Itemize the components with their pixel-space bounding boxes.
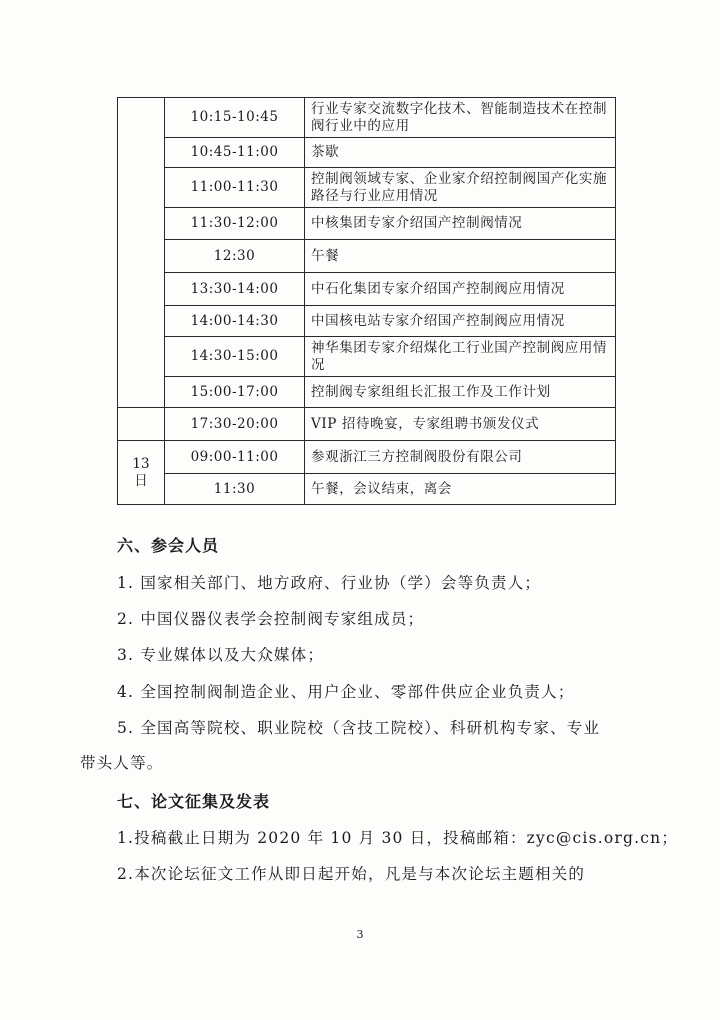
day-cell-13: 13 日 — [118, 441, 165, 505]
time-cell: 17:30-20:00 — [165, 408, 305, 441]
time-cell: 14:00-14:30 — [165, 306, 305, 337]
section-6-item-1: 1. 国家相关部门、地方政府、行业协（学）会等负责人； — [117, 574, 542, 592]
desc-cell: 午餐，会议结束，离会 — [305, 474, 616, 505]
desc-cell: 茶歇 — [305, 138, 616, 168]
table-row — [118, 408, 616, 441]
table-row — [118, 273, 616, 306]
section-6-item-5-continued: 带头人等。 — [80, 754, 164, 772]
day-cell-12 — [118, 98, 165, 408]
table-row — [118, 474, 616, 505]
table-row — [118, 98, 616, 138]
section-6-item-4: 4. 全国控制阀制造企业、用户企业、零部件供应企业负责人； — [117, 683, 575, 701]
table-row — [118, 337, 616, 377]
table-row — [118, 377, 616, 408]
time-cell: 09:00-11:00 — [165, 441, 305, 474]
desc-cell: 午餐 — [305, 240, 616, 273]
day-cell-blank — [118, 408, 165, 441]
desc-cell: 参观浙江三方控制阀股份有限公司 — [305, 441, 616, 474]
section-7-heading: 七、论文征集及发表 — [117, 792, 271, 811]
desc-cell: 中核集团专家介绍国产控制阀情况 — [305, 208, 616, 240]
desc-cell: 行业专家交流数字化技术、智能制造技术在控制阀行业中的应用 — [305, 98, 616, 138]
section-7-item-1: 1.投稿截止日期为 2020 年 10 月 30 日，投稿邮箱：zyc@cis.org.cn； — [117, 829, 679, 847]
time-cell: 13:30-14:00 — [165, 273, 305, 306]
time-cell: 10:45-11:00 — [165, 138, 305, 168]
table-row — [118, 208, 616, 240]
schedule-table — [117, 97, 616, 505]
desc-cell: 中国核电站专家介绍国产控制阀应用情况 — [305, 306, 616, 337]
time-cell: 14:30-15:00 — [165, 337, 305, 377]
section-6-item-3: 3. 专业媒体以及大众媒体； — [117, 646, 325, 664]
desc-cell: 中石化集团专家介绍国产控制阀应用情况 — [305, 273, 616, 306]
time-cell: 11:30 — [165, 474, 305, 505]
time-cell: 15:00-17:00 — [165, 377, 305, 408]
table-row — [118, 240, 616, 273]
page-number: 3 — [356, 928, 364, 941]
time-cell: 10:15-10:45 — [165, 98, 305, 138]
time-cell: 11:30-12:00 — [165, 208, 305, 240]
table-row — [118, 306, 616, 337]
time-cell: 12:30 — [165, 240, 305, 273]
table-row — [118, 138, 616, 168]
desc-cell: VIP 招待晚宴，专家组聘书颁发仪式 — [305, 408, 616, 441]
desc-cell: 控制阀专家组组长汇报工作及工作计划 — [305, 377, 616, 408]
section-6-item-2: 2. 中国仪器仪表学会控制阀专家组成员； — [117, 610, 425, 628]
desc-cell: 神华集团专家介绍煤化工行业国产控制阀应用情况 — [305, 337, 616, 377]
section-6-item-5: 5. 全国高等院校、职业院校（含技工院校）、科研机构专家、专业 — [117, 719, 601, 737]
table-row — [118, 441, 616, 474]
table-row — [118, 168, 616, 208]
desc-cell: 控制阀领域专家、企业家介绍控制阀国产化实施路径与行业应用情况 — [305, 168, 616, 208]
section-6-heading: 六、参会人员 — [117, 536, 220, 555]
section-7-item-2: 2.本次论坛征文工作从即日起开始，凡是与本次论坛主题相关的 — [117, 865, 586, 883]
time-cell: 11:00-11:30 — [165, 168, 305, 208]
